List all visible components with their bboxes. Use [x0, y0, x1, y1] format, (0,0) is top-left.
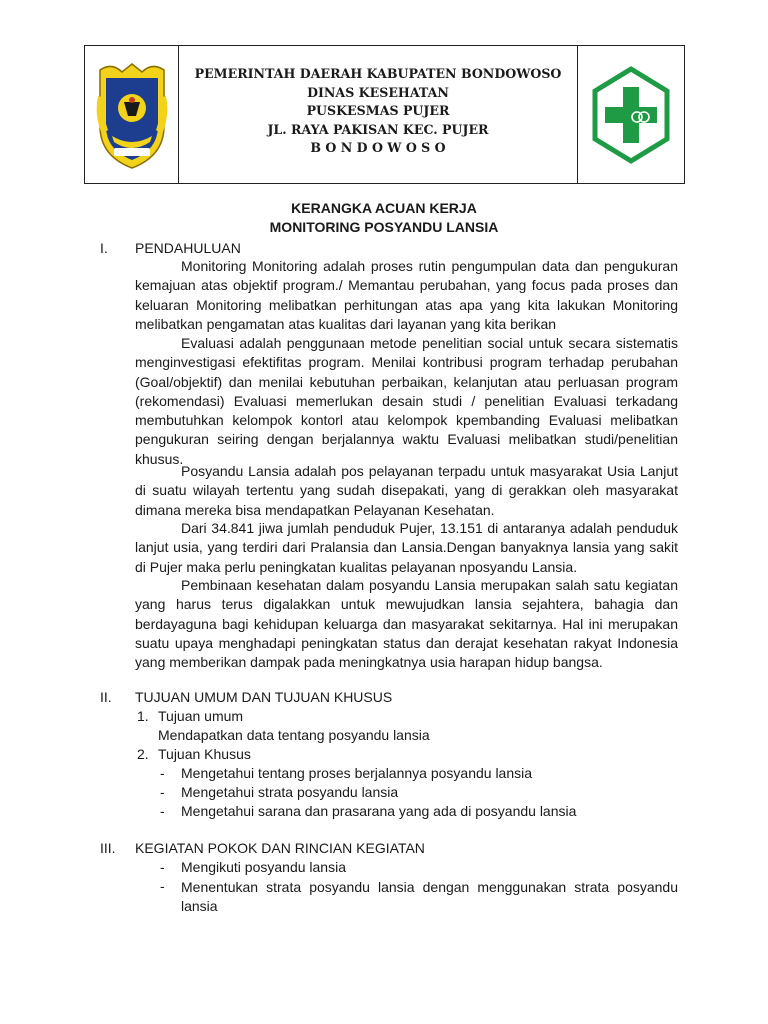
section3-bullet-1: Mengikuti posyandu lansia — [181, 859, 346, 875]
section3-title: KEGIATAN POKOK DAN RINCIAN KEGIATAN — [135, 840, 425, 856]
section2-item1-text: Mendapatkan data tentang posyandu lansia — [158, 727, 430, 743]
section1-paragraph-1: Monitoring Monitoring adalah proses rutin pengumpulan data dan pengukuran kemajuan atas objektif program./ Memantau perubahan, yang focus pada proses dan keluaran Monitoring melibatkan perhitungan atas apa yang kita lakukan Monitoring melibatkan pengamatan atas kualitas dari layanan yang kita berikan — [135, 258, 678, 332]
section2-bullet-dash: - — [160, 803, 165, 819]
section2-bullet-3: Mengetahui sarana dan prasarana yang ada di posyandu lansia — [181, 803, 577, 819]
section3-bullet-2: Menentukan strata posyandu lansia dengan menggunakan strata posyandu lansia — [181, 879, 678, 915]
bondowoso-crest-icon — [92, 56, 172, 174]
section2-bullet-dash: - — [160, 784, 165, 800]
section1-paragraph-5: Pembinaan kesehatan dalam posyandu Lansia merupakan salah satu kegiatan yang harus terus digalakkan untuk mewujudkan lansia sejahtera, bahagia dan berdayaguna bagi kehidupan keluarga dan masyarakat sekitarnya. Hal ini merupakan suatu upaya menghadapi peningkatan status dan derajat kesehatan rakyat Indonesia yang memberikan dampak pada meningkatnya usia harapan hidup bangsa. — [135, 577, 678, 671]
section3-bullet-dash: - — [160, 859, 165, 875]
section1-number: I. — [100, 240, 108, 256]
section2-bullet-dash: - — [160, 765, 165, 781]
document-title-line2: MONITORING POSYANDU LANSIA — [269, 219, 499, 235]
section2-bullet-1: Mengetahui tentang proses berjalannya posyandu lansia — [181, 765, 533, 781]
section1-paragraph-3: Posyandu Lansia adalah pos pelayanan terpadu untuk masyarakat Usia Lanjut di suatu wilayah tertentu yang sudah disepakati, yang di gerakkan oleh masyarakat dimana mereka bisa mendapatkan Pelayanan Kesehatan. — [135, 463, 678, 518]
document-title-line1: KERANGKA ACUAN KERJA — [291, 200, 477, 216]
section2-bullet-2: Mengetahui strata posyandu lansia — [181, 784, 399, 800]
section3-number: III. — [100, 840, 116, 856]
puskesmas-logo-icon — [589, 65, 673, 165]
section1-paragraph-2: Evaluasi adalah penggunaan metode penelitian social untuk secara sistematis menginvestigasi efektifitas program. Menilai kontribusi program terhadap perubahan (Goal/objektif) dan menilai kebutuhan perbaikan, kelanjutan atau perluasan program (rekomendasi) Evaluasi memerlukan desain studi / penelitian Evaluasi terkadang membutuhkan kelompok kontorl atau kelompok kpembanding Evaluasi melibatkan pengukuran seiring dengan berjalannya waktu Evaluasi melibatkan studi/penelitian khusus. — [135, 335, 678, 467]
section3-bullet-dash: - — [160, 878, 165, 894]
section2-item2-number: 2. — [137, 746, 149, 762]
section2-item1-label: Tujuan umum — [158, 708, 244, 724]
letterhead-line2: DINAS KESEHATAN — [307, 84, 449, 100]
letterhead-line4: JL. RAYA PAKISAN KEC. PUJER — [267, 121, 489, 137]
section2-item1-number: 1. — [137, 708, 149, 724]
section1-paragraph-4: Dari 34.841 jiwa jumlah penduduk Pujer, 13.151 di antaranya adalah penduduk lanjut usia, yang terdiri dari Pralansia dan Lansia.Dengan banyaknya lansia yang sakit di Pujer maka perlu peningkatan kualitas pelayanan nposyandu Lansia. — [135, 520, 678, 575]
letterhead-line5: B O N D O W O S O — [310, 140, 446, 156]
section2-number: II. — [100, 689, 112, 705]
section2-item2-label: Tujuan Khusus — [158, 746, 251, 762]
letterhead-text — [179, 46, 577, 183]
section2-title: TUJUAN UMUM DAN TUJUAN KHUSUS — [135, 689, 393, 705]
letterhead-line1: PEMERINTAH DAERAH KABUPATEN BONDOWOSO — [194, 66, 562, 82]
letterhead — [84, 45, 685, 184]
section1-title: PENDAHULUAN — [135, 240, 241, 256]
letterhead-left-cell — [85, 46, 179, 183]
letterhead-right-cell — [577, 46, 684, 183]
letterhead-line3: PUSKESMAS PUJER — [306, 103, 450, 119]
